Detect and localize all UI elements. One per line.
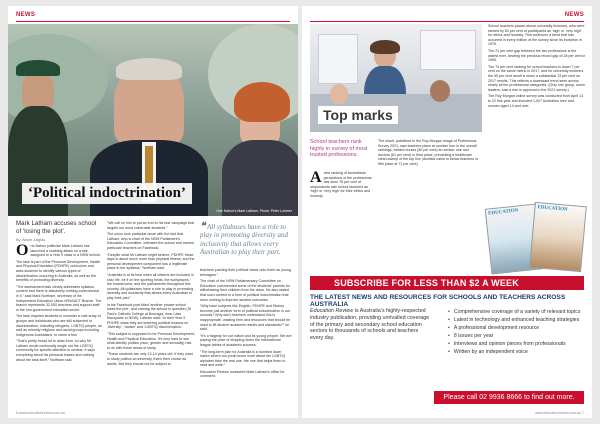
paragraph: “Why have subjects like English, PDHPE and History become just another form of political indoctrination in our schools? Why don’t teachers understand this is inappropriate, wasting time and resources that should be used to lift student academic results and standards?” he said. [200, 304, 291, 332]
header-rule [310, 21, 584, 22]
standfirst: School teachers rank highly in survey of most trusted professions. [310, 139, 368, 159]
list-item: • Interviews and opinion pieces from professionals [448, 340, 588, 348]
publication-name: Education Review [310, 308, 354, 314]
headline: ‘Political indoctrination’ [22, 183, 192, 204]
pull-quote: ❝ All syllabuses have a role to play in promoting diversity and inclusivity that allows every Australian to play their part. [200, 221, 289, 257]
page-folio: www.educationreview.com.au 7 [535, 411, 584, 415]
magazine-masthead: EDUCATION [487, 208, 519, 217]
paragraph: The task requires students to consider a vast array of groups and individuals who are still subjected to discrimination, including refugees, LGBTIQ people, as well as minority religious and racial groups including Indigenous Australians, to name a few. [16, 314, 102, 337]
call-to-action[interactable]: Please call 02 9936 8666 to find out more. [434, 391, 584, 404]
paragraph: “Despite what Mr Latham might believe, PDHPE these days is about much more than physical fitness, and the personal development component has a legitimate place in the syllabus,” Northam said. [107, 252, 195, 271]
paragraph: “The assessment task clearly addresses syllabus content and there is absolutely nothing controversial in it,” said Mark Northam, secretary of the Independent Education Union NSW/ACT Branch. The branch represents 32,000 teachers and support staff in the non-government education sector. [16, 284, 102, 312]
hat [16, 60, 60, 76]
paragraph: The 21 per cent gap between the two professions is the widest ever, beating the previous record gap of 18 per cent in 1995. [488, 48, 586, 63]
ad-headline: THE LATEST NEWS AND RESOURCES FOR SCHOOLS AND TEACHERS ACROSS AUSTRALIA [310, 294, 566, 308]
paragraph: “This subject is supposed to be Personal Development, Health and Physical Education. It’s very hard to see what identity politics (race, gender and sexuality) has to do with these areas of study. [107, 332, 195, 350]
list-item: • Written by an independent voice [448, 348, 588, 356]
paragraph: “It’s a tragedy for our nation and its young people. We are paying the price of dropping down the international league tables of academic success. [200, 333, 292, 347]
magazine-masthead: EDUCATION [537, 205, 568, 213]
article-column-3 [200, 268, 292, 381]
paragraph: The chair of the NSW Parliamentary Committee on Education commended some of the students’ parents for withdrawing their children from the class. He also stated that such content is a form of political indoctrination that does nothing to improve student outcomes. [200, 279, 290, 302]
ad-feature-list [448, 308, 588, 356]
byline: By Wade Zaglas [16, 237, 46, 242]
student-head [430, 80, 450, 102]
hair [116, 58, 182, 80]
drop-cap: O [16, 242, 29, 259]
feature-title: Top marks [318, 106, 398, 124]
ad-body: Education Review is Australia’s highly-respected industry publication, providing unrivalled coverage of the primary and secondary school education sectors to thousands of schools and teachers every day. [310, 308, 430, 342]
article-column-3 [488, 24, 586, 110]
list-item: • A professional development resource [448, 324, 588, 332]
section-tag: NEWS [564, 12, 584, 18]
section-tag: NEWS [16, 12, 36, 18]
person-face [22, 72, 54, 108]
page-folio: 6 www.educationreview.com.au [16, 411, 65, 415]
paragraph: “These students are only 13-14 years old. If they want to study politics at university, that’s their choice as adults. But they should not be subject to [107, 352, 193, 366]
subscription-ad [302, 276, 592, 418]
photo-credit: One Nation’s Mark Latham. Photo: Peter Lorimer [216, 209, 292, 213]
hero-photo [8, 24, 298, 216]
list-item: • Latest in technology and enhanced teaching strategies [448, 316, 588, 324]
window [318, 34, 358, 84]
student-head [330, 84, 348, 104]
paragraph: Education Review contacted Mark Latham’s office for comment. [200, 369, 285, 379]
article-column-2 [107, 221, 195, 368]
list-item: • Comprehensive coverage of a variety of relevant topics [448, 308, 588, 316]
hair [234, 82, 290, 122]
article-column-2 [378, 139, 480, 167]
paragraph: Anew ranking of Australians’ perceptions of the professions has seen 76 per cent of respondents rate school teachers as ‘high’ or ‘very high’ for their ethics and honesty. [310, 169, 372, 198]
hair [370, 40, 400, 54]
paragraph: “Australia is at its best when all citizens are included in civic life, be it on the sporting fields, the workplaces, the boardrooms, and the parliaments throughout this country. All syllabuses have a role to play in promoting diversity and inclusivity that allows every Australian to play their part.” [107, 272, 194, 300]
magazine-covers [482, 202, 588, 274]
paragraph: The union took particular issue with the fact that Latham, who is chair of the NSW Parliament’s Education Committee, criticised the school and named particular teachers on Facebook. [107, 232, 194, 250]
paragraph: The result, published in the Roy Morgan Image of Professions Survey 2021, saw teachers place at number four in the overall rankings, behind nurses (80 per cent) at number one and doctors (81 per cent) in third place, preventing a healthcare clean-sweep of the top five (dentists came in below teachers in fifth place at 71 per cent). [378, 139, 478, 166]
standfirst: Mark Latham accuses school of ‘losing the plot’. [16, 220, 97, 235]
window [420, 30, 476, 70]
magazine-cover [529, 202, 587, 272]
person-suit [222, 140, 298, 216]
paragraph: School teachers placed above university lecturers, who were ranked by 63 per cent of participants as ‘high’ or ‘very high’ for ethics and honesty. This continues a trend that has occurred in every edition of the survey since its inception in 1976. [488, 24, 585, 47]
article-column-1 [16, 244, 102, 364]
right-page [302, 6, 592, 418]
paragraph: The 74 per cent ranking for school teachers is down 7 per cent on the same metric in 2017, and for university lecturers the 55 per cent result is down a substantial 13 per cent on 2017 results. This reflects a downward trend seen across nearly all the professional categories. (Only one group, union leaders, saw a rise in approval in the 2021 survey.) [488, 64, 585, 92]
left-page [8, 6, 298, 418]
paragraph: “The long-term plan for Australia is a dumbed down nation where our youth know more about the LGBTIQ alphabet than the real one, the one that helps them to read and write.” [200, 349, 286, 368]
paragraph: The task is part of the Personal Development, Health and Physical Education (PDHPE) curriculum and asks students to identify various types of discrimination occurring in Australia, as well as the benefits of promoting diversity. [16, 259, 101, 283]
paragraph: “That’s pretty broad lot to draw from, so why Mr Latham would continually single out the LGBTIQ community for specific attention is unclear. It says everything about his personal biases and nothing about the task itself,” Northam said. [16, 339, 95, 362]
paragraph: teachers pushing their political views onto them as young teenagers.” [200, 268, 291, 277]
paragraph: In his Facebook post titled ‘another private school loses the plot’, and naming the school in question (St Paul’s Catholic College at Booragul, near Lake Macquarie in NSW), Latham said: “In their Year 9 PDHPE class they are teaching political lessons on ‘diversity’, ‘racism’ and ‘LGBTIQ discrimination’. [107, 302, 192, 330]
header-rule [16, 21, 290, 22]
list-item: • 8 issues per year [448, 332, 588, 340]
quote-mark-icon: ❝ [200, 221, 206, 232]
ad-banner[interactable]: SUBSCRIBE FOR LESS THAN $2 A WEEK [310, 276, 584, 290]
drop-cap: A [310, 169, 322, 186]
paragraph: One Nation politician Mark Latham has launched a scathing attack on a talk assigned to a Year 9 class in a NSW school. [16, 242, 101, 259]
paragraph: The Roy Morgan online survey was conducted from April 13 to 22 this year and included 1,007 Australian men and women aged 14 and over. [488, 94, 584, 108]
article-column-1 [310, 171, 372, 199]
paragraph: “We call on him to put an end to his fear campaign that targets our most vulnerable students.” [107, 221, 195, 230]
